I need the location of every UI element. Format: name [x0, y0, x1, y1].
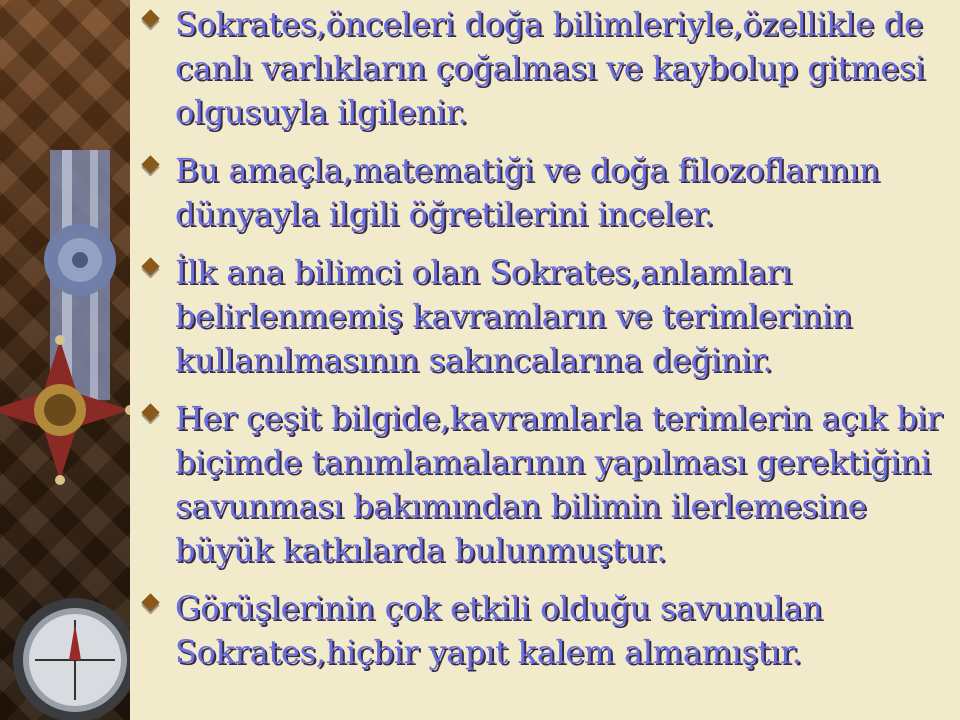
bullet-text: Sokrates,önceleri doğa bilimleriyle,özellikle de canlı varlıkların çoğalması ve kaybolup gitmesi olgusuyla ilgilenir.	[175, 5, 925, 131]
diamond-bullet-icon	[141, 593, 159, 611]
diamond-bullet-icon	[141, 403, 159, 421]
decorative-photo-strip	[0, 0, 130, 720]
diamond-bullet-icon	[141, 257, 159, 275]
cross-medal-icon	[0, 335, 130, 485]
bullet-item	[140, 148, 945, 236]
bullet-text: İlk ana bilimci olan Sokrates,anlamları belirlenmemiş kavramların ve terimlerinin kullanılmasının sakıncalarına değinir.	[175, 253, 853, 379]
bullet-text: Görüşlerinin çok etkili olduğu savunulan Sokrates,hiçbir yapıt kalem almamıştır.	[175, 589, 823, 671]
compass-icon	[13, 598, 130, 720]
diamond-bullet-icon	[141, 9, 159, 27]
bullet-text: Her çeşit bilgide,kavramlarla terimlerin açık bir biçimde tanımlamalarının yapılması gerektiğini savunması bakımından bilimin ilerlemesine büyük katkılarda bulunmuştur.	[175, 399, 942, 569]
bullet-text: Bu amaçla,matematiği ve doğa filozoflarının dünyayla ilgili öğretilerini inceler.	[175, 151, 880, 233]
diamond-bullet-icon	[141, 155, 159, 173]
bullet-item	[140, 250, 945, 382]
bullet-item	[140, 396, 945, 572]
bullet-list	[140, 2, 945, 688]
bullet-item	[140, 2, 945, 134]
bullet-item	[140, 586, 945, 674]
